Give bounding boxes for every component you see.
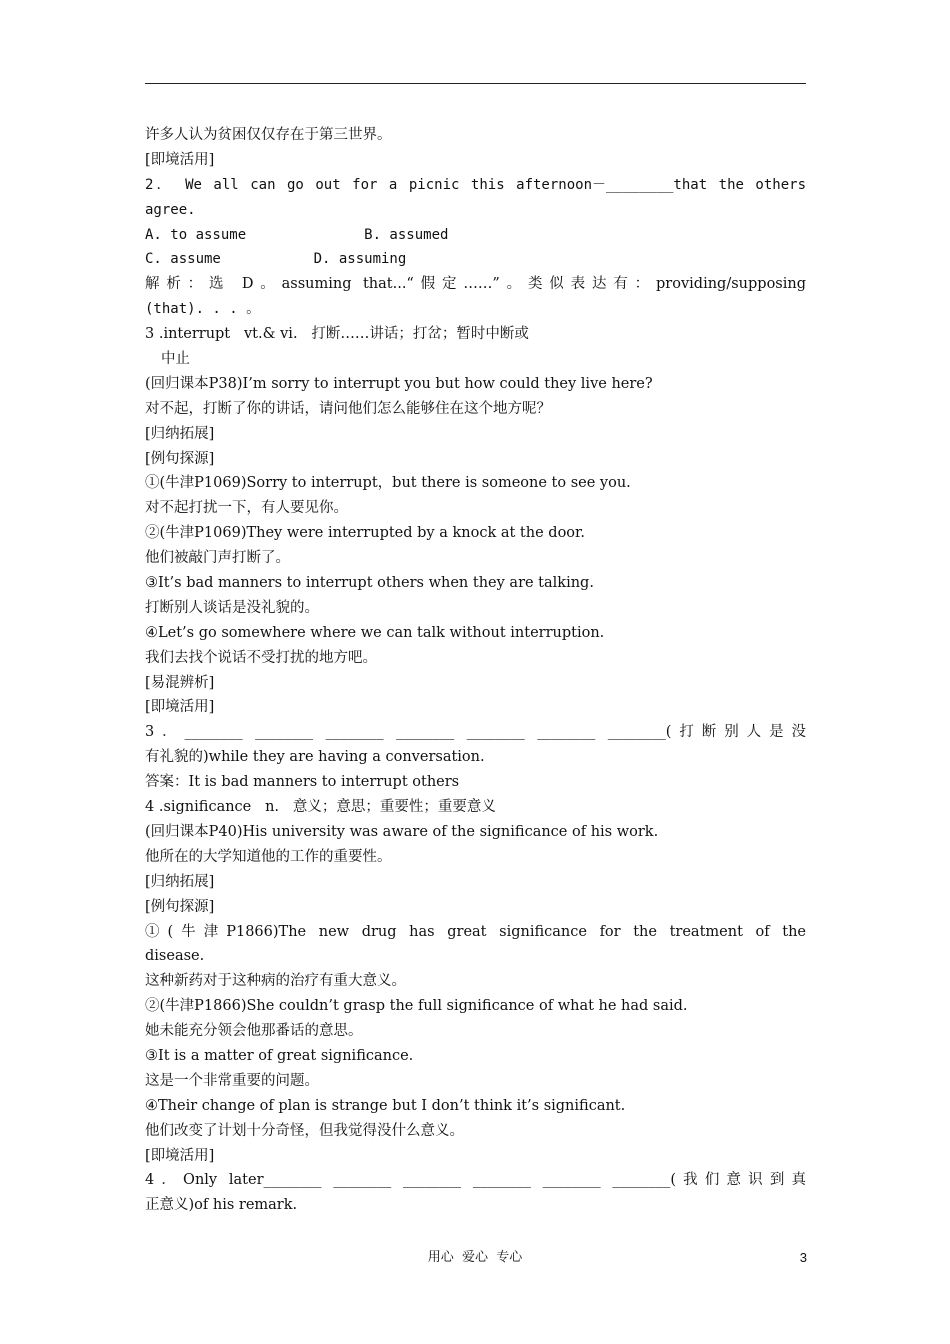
example-sentence: ①(牛津P1866)The new drug has great significance for the treatment of the (145, 923, 806, 940)
section-heading: [即境活用] (145, 151, 215, 168)
explanation-text: 解析：选 D。assuming that...“假定……”。类似表达有：providing/supposing (145, 276, 806, 293)
text-line: 有礼貌的)while they are having a conversation. (145, 749, 485, 766)
textbook-example: (回归课本P38)I’m sorry to interrupt you but how could they live here? (145, 375, 653, 392)
exercise-question: 3．________ ________ ________ ________ ________ ________ ________(打断别人是没 (145, 724, 806, 741)
answer-option: A. to assume B. assumed (145, 226, 449, 243)
exercise-question: 4．Only later________ ________ ________ ________ ________ ________(我们意识到真 (145, 1172, 806, 1189)
translation-line: 对不起打扰一下，有人要见你。 (145, 500, 348, 517)
exercise-question: 2． We all can go out for a picnic this afternoon－________that the others (145, 176, 806, 193)
text-line: 中止 (161, 351, 190, 368)
section-heading: [归纳拓展] (145, 873, 215, 890)
example-sentence: ④Let’s go somewhere where we can talk without interruption. (145, 624, 605, 641)
section-heading: [即境活用] (145, 1147, 215, 1164)
translation-line: 我们去找个说话不受打扰的地方吧。 (145, 649, 377, 666)
translation-line: 他们改变了计划十分奇怪，但我觉得没什么意义。 (145, 1122, 464, 1139)
translation-line: 他所在的大学知道他的工作的重要性。 (145, 848, 392, 865)
translation-line: 他们被敲门声打断了。 (145, 550, 290, 567)
example-sentence: ②(牛津P1069)They were interrupted by a knock at the door. (145, 525, 585, 542)
answer-line: 答案：It is bad manners to interrupt others (145, 774, 460, 791)
example-sentence: ①(牛津P1069)Sorry to interrupt，but there is someone to see you. (145, 475, 631, 492)
example-sentence: ②(牛津P1866)She couldn’t grasp the full significance of what he had said. (145, 998, 688, 1015)
translation-line: 这种新药对于这种病的治疗有重大意义。 (145, 973, 406, 990)
page-number: 3 (799, 1250, 807, 1265)
text-line: disease. (145, 948, 205, 965)
textbook-example: (回归课本P40)His university was aware of the significance of his work. (145, 823, 659, 840)
section-heading: [例句探源] (145, 450, 215, 467)
section-heading: [归纳拓展] (145, 425, 215, 442)
vocab-heading: 4 .significance n. 意义；意思；重要性；重要意义 (145, 799, 496, 816)
section-heading: [例句探源] (145, 898, 215, 915)
text-line: (that). . . 。 (145, 301, 261, 318)
section-heading: [即境活用] (145, 699, 215, 716)
text-line: agree. (145, 201, 196, 218)
text-line: 正意义)of his remark. (145, 1197, 298, 1214)
vocab-heading: 3 .interrupt vt.& vi. 打断……讲话；打岔；暂时中断或 (145, 326, 529, 343)
section-heading: [易混辨析] (145, 674, 215, 691)
translation-line: 打断别人谈话是没礼貌的。 (145, 599, 319, 616)
footer-motto: 用心 爱心 专心 (427, 1250, 523, 1265)
translation-line: 这是一个非常重要的问题。 (145, 1072, 319, 1089)
document-body (145, 123, 806, 1218)
translation-line: 她未能充分领会他那番话的意思。 (145, 1023, 363, 1040)
text-line: 许多人认为贫困仅仅存在于第三世界。 (145, 127, 392, 143)
translation-line: 对不起，打断了你的讲话，请问他们怎么能够住在这个地方呢？ (145, 400, 551, 417)
example-sentence: ③It is a matter of great significance. (145, 1047, 414, 1064)
example-sentence: ③It’s bad manners to interrupt others when they are talking. (145, 575, 594, 592)
header-rule (145, 83, 806, 84)
example-sentence: ④Their change of plan is strange but I don’t think it’s significant. (145, 1097, 626, 1114)
answer-option: C. assume D. assuming (145, 251, 407, 268)
